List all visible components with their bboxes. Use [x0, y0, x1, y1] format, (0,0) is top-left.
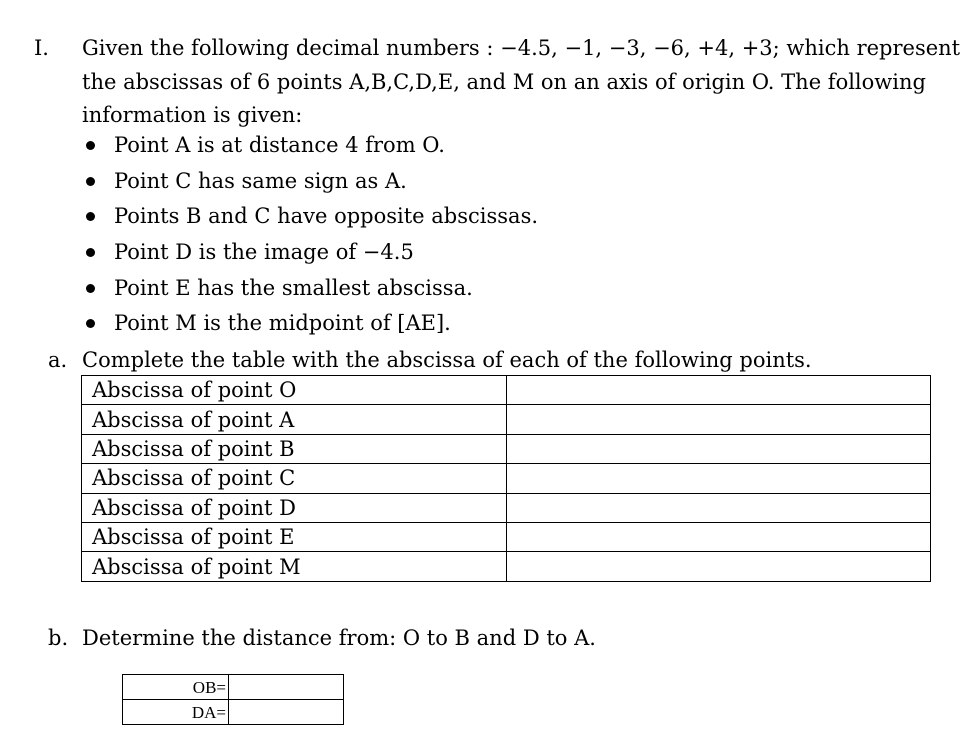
question-a-text: Complete the table with the abscissa of each of the following points. — [82, 348, 812, 372]
list-item-text: Points B and C have opposite abscissas. — [114, 204, 539, 229]
row-label: Abscissa of point A — [82, 405, 507, 434]
list-item — [82, 165, 538, 201]
row-label: Abscissa of point D — [82, 493, 507, 522]
table-row — [82, 552, 931, 581]
list-item-text: Point C has same sign as A. — [114, 168, 407, 193]
answer-cell[interactable] — [507, 376, 931, 405]
row-label: Abscissa of point C — [82, 464, 507, 493]
bullet-icon — [86, 248, 95, 257]
answer-cell[interactable] — [229, 700, 344, 725]
distance-table — [122, 674, 344, 725]
list-item — [82, 236, 538, 272]
list-item — [82, 200, 538, 236]
intro-text: Given the following decimal numbers : −4.5, −1, −3, −6, +4, +3; which represent the abscissas of 6 points A,B,C,D,E, and M on an axis of origin O. The following information is given: — [82, 36, 961, 127]
list-item — [82, 272, 538, 308]
part-label: I. — [34, 36, 49, 60]
bullet-icon — [86, 141, 95, 150]
table-row — [82, 464, 931, 493]
distance-label-da: DA= — [123, 700, 229, 725]
table-row — [82, 493, 931, 522]
abscissa-table — [81, 375, 931, 582]
answer-cell[interactable] — [507, 493, 931, 522]
answer-cell[interactable] — [507, 552, 931, 581]
answer-cell[interactable] — [507, 522, 931, 551]
list-item — [82, 129, 538, 165]
table-row — [123, 675, 344, 700]
answer-cell[interactable] — [507, 464, 931, 493]
row-label: Abscissa of point E — [82, 522, 507, 551]
bullet-icon — [86, 212, 95, 221]
list-item-text: Point M is the midpoint of [AE]. — [114, 311, 451, 336]
table-row — [123, 700, 344, 725]
question-b-label: b. — [48, 626, 69, 650]
bullet-icon — [86, 284, 95, 293]
given-info-list — [82, 129, 538, 343]
bullet-icon — [86, 177, 95, 186]
bullet-icon — [86, 319, 95, 328]
list-item-text: Point D is the image of −4.5 — [114, 240, 414, 265]
question-a-label: a. — [48, 348, 68, 372]
list-item-text: Point A is at distance 4 from O. — [114, 133, 445, 157]
question-b-text: Determine the distance from: O to B and D to A. — [82, 626, 596, 650]
answer-cell[interactable] — [507, 405, 931, 434]
row-label: Abscissa of point O — [82, 376, 507, 405]
distance-label-ob: OB= — [123, 675, 229, 700]
answer-cell[interactable] — [507, 434, 931, 463]
row-label: Abscissa of point M — [82, 552, 507, 581]
table-row — [82, 376, 931, 405]
list-item — [82, 307, 538, 343]
table-row — [82, 522, 931, 551]
row-label: Abscissa of point B — [82, 434, 507, 463]
list-item-text: Point E has the smallest abscissa. — [114, 275, 473, 300]
table-row — [82, 434, 931, 463]
answer-cell[interactable] — [229, 675, 344, 700]
table-row — [82, 405, 931, 434]
